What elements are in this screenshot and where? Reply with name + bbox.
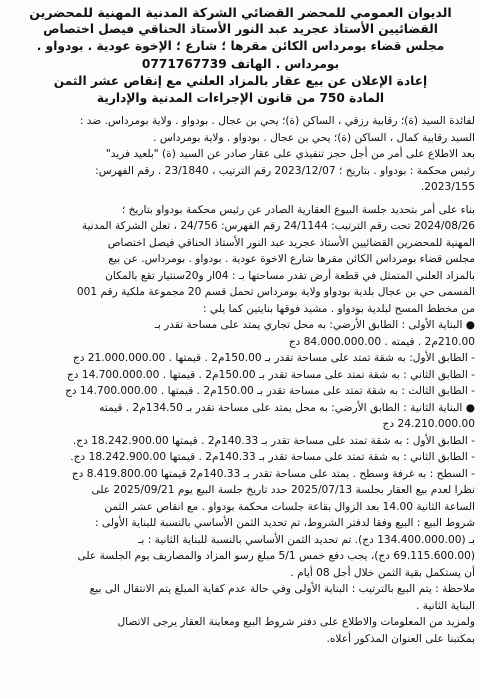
text-line: السيد رقابية كمال ، الساكن (ة)؛ يحي بن عجال . بودواو . ولاية بومرداس .: [153, 131, 475, 144]
list-item: ● البناية الأولى : الطابق الأرضي: به محل تجاري يمتد على مساحة تقدر بـ: [154, 319, 475, 332]
office-name-line: القضائيين الأستاذ عجريد عبد النور الأستاذ الحناقي فيصل اختصاص: [43, 22, 438, 37]
office-phone-line: بومرداس . الهاتف 0771767739: [141, 56, 340, 71]
text-line: مجلس قضاء بومرداس الكائن مقرها شارع الاخوة عودية . بودواو . بومرداس. عن بيع: [108, 253, 475, 266]
note-paragraph: [6, 581, 475, 614]
text-line: (69.115.600.00 دج)، يجب دفع خمس 5/1 مبلغ رسو المزاد والمصاريف يوم الجلسة على: [77, 550, 475, 563]
notice-title: إعادة الإعلان عن بيع عقار بالمزاد العلني مع إنقاص عشر الثمن: [53, 73, 428, 88]
text-line: لفائدة السيد (ة)؛ رقابية رزقي ، الساكن (ة)؛ يحي بن عجال . بودواو . ولاية بومرداس. ضد :: [79, 115, 475, 128]
text-line: بعد الاطلاع على أمر من أجل حجز تنفيذي على عقار صادر عن السيد (ة) "بلعيد فريد": [105, 148, 475, 161]
text-line: المهنية للمحضرين القضائيين الأستاذ عجريد عبد النور الأستاذ الحناقي فيصل اختصاص: [107, 236, 475, 249]
parties-paragraph: [6, 113, 475, 196]
list-item: ● البناية الثانية : الطابق الأرضي: به محل يمتد على مساحة تقدر بـ 134.50م2 . قيمته: [99, 401, 475, 414]
auction-notice: [6, 4, 475, 647]
office-name-line: الديوان العمومي للمحضر القضائي الشركة المدنية المهنية للمحضرين: [29, 5, 452, 20]
text-line: رئيس محكمة : بودواو . بتاريخ ؛ 2023/12/07 رقم الترتيب ، 23/1840 . رقم الفهرس:: [95, 164, 475, 177]
order-paragraph: [6, 202, 475, 318]
building-two-list: [6, 400, 475, 483]
notice-legal-reference: المادة 750 من قانون الإجراءات المدنية والإدارية: [96, 91, 385, 106]
text-line: بـ (134.400.000.00 دج). تم تحديد الثمن الأساسي بالنسبة للبناية الثانية : بـ: [138, 533, 475, 546]
text-line: 2024/08/26 تحت رقم الترتيب: 24/1144 رقم الفهرس: 24/756 ، تعلن الشركة المدنية: [81, 220, 475, 233]
text-line: من مخطط المسح لبلدية بودواو . مشيد فوقها بنايتين كما يلي :: [202, 302, 475, 315]
list-item: 210.00م2 . قيمته . 84.000.000.00 دج: [288, 335, 475, 348]
text-line: ملاحظة : يتم البيع بالترتيب : البناية الأولى وفي حالة عدم كفاية المبلغ يتم الانتقال الى بيع: [89, 583, 475, 596]
contact-paragraph: [6, 614, 475, 647]
text-line: الساعة الثانية 14.00 بعد الزوال بقاعة جلسات محكمة بودواو . مع انقاص عشر الثمن: [104, 500, 475, 513]
text-line: بناء على أمر بتحديد جلسة البيوع العقارية الصادر عن رئيس محكمة بودواو بتاريخ ؛: [121, 203, 475, 216]
list-item: - الطابق الثاني : به شقة تمتد على مساحة تقدر بـ 150.00م2 . قيمتها . 14.700.000.00 دج: [66, 368, 475, 381]
text-line: بالمزاد العلني المتمثل في قطعة أرض تقدر مساحتها بـ : 04ار و20سنتيار تقع بالمكان: [105, 269, 475, 282]
text-line: شروط البيع : البيع وفقا لدفتر الشروط، تم تحديد الثمن الأساسي بالنسبة للبناية الأولى :: [94, 517, 475, 530]
text-line: نظرا لعدم بيع العقار بجلسة 2025/07/13 حدد تاريخ جلسة البيع يوم 2025/09/21 على: [91, 484, 475, 497]
text-line: بمكتبنا على العنوان المذكور أعلاه.: [326, 632, 475, 645]
office-address-line: مجلس قضاء بومرداس الكائن مقرها ؛ شارع ؛ الإخوة عودية . بودواو .: [36, 39, 445, 54]
text-line: البناية الثانية .: [416, 599, 475, 612]
building-one-list: [6, 317, 475, 400]
sale-terms-paragraph: [6, 482, 475, 581]
text-line: أن يستكمل بقية الثمن خلال أجل 08 أيام .: [290, 566, 475, 579]
text-line: 2023/155.: [420, 181, 475, 194]
list-item: - الطابق الثاني : به شقة تمتد على مساحة تقدر بـ 140.33م2 . قيمتها 18.242.900.00 دج.: [70, 451, 475, 464]
list-item: - الطابق الثالث : به شقة تمتد على مساحة تقدر بـ 150.00م2 . قيمتها . 14.700.000.00 دج: [65, 385, 475, 398]
list-item: - الطابق الأول : به شقة تمتد على مساحة تقدر بـ 140.33م2 . قيمتها 18.242.900.00 دج.: [72, 434, 475, 447]
text-line: ولمزيد من المعلومات والاطلاع على دفتر شروط البيع ومعاينة العقار يرجى الاتصال: [117, 616, 475, 629]
list-item: - الطابق الأول: به شقة تمتد على مساحة تقدر بـ 150.00م2 . قيمتها . 21.000.000.00 دج: [72, 352, 475, 365]
text-line: المسمى حي بن عجال بلدية بودواو ولاية بومرداس تحمل قسم 20 مجموعة ملكية رقم 001: [76, 286, 475, 299]
list-item: 24.210.000.00 دج: [382, 418, 475, 431]
list-item: - السطح : به غرفة وسطح . يمتد على مساحة تقدر بـ 140.33م2 قيمتها 8.419.800.00 دج: [71, 467, 475, 480]
notice-header: [6, 4, 475, 107]
